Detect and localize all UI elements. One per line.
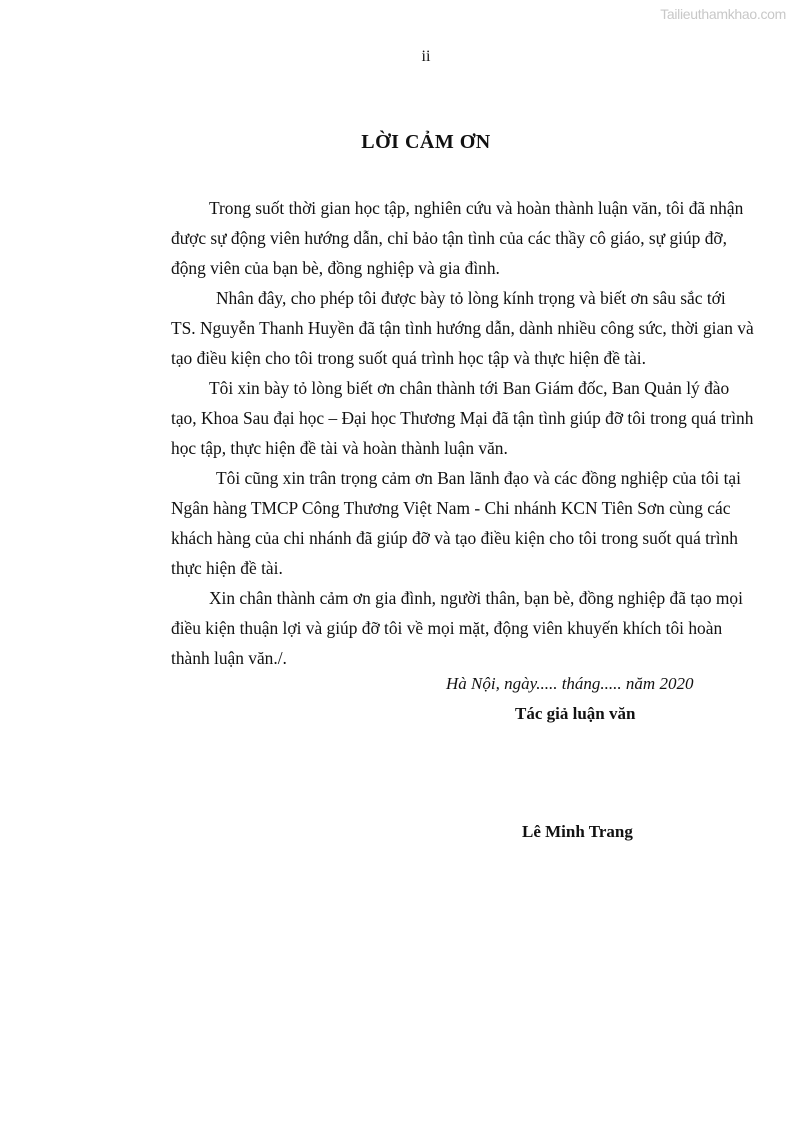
paragraph-line: tạo điều kiện cho tôi trong suốt quá trình học tập và thực hiện đề tài. bbox=[171, 348, 646, 368]
signature-place-date: Hà Nội, ngày..... tháng..... năm 2020 bbox=[446, 674, 694, 693]
paragraph-3 bbox=[133, 373, 754, 463]
page-title: LỜI CẢM ƠN bbox=[361, 131, 491, 153]
paragraph-line: Tôi cũng xin trân trọng cảm ơn Ban lãnh đạo và các đồng nghiệp của tôi tại bbox=[216, 468, 741, 488]
paragraph-line: điều kiện thuận lợi và giúp đỡ tôi về mọi mặt, động viên khuyến khích tôi hoàn bbox=[171, 618, 723, 638]
paragraph-line: khách hàng của chi nhánh đã giúp đỡ và tạo điều kiện cho tôi trong suốt quá trình bbox=[171, 528, 739, 548]
paragraph-4 bbox=[133, 463, 741, 583]
page-number: ii bbox=[421, 48, 431, 65]
paragraph-line: được sự động viên hướng dẫn, chỉ bảo tận tình của các thầy cô giáo, sự giúp đỡ, bbox=[171, 228, 727, 248]
signature-name: Lê Minh Trang bbox=[522, 822, 633, 841]
paragraph-line: Xin chân thành cảm ơn gia đình, người thân, bạn bè, đồng nghiệp đã tạo mọi bbox=[209, 588, 743, 608]
paragraph-line: thành luận văn./. bbox=[171, 648, 287, 668]
acknowledgement-body bbox=[133, 193, 754, 673]
signature-role: Tác giả luận văn bbox=[515, 704, 636, 723]
paragraph-line: Nhân đây, cho phép tôi được bày tỏ lòng kính trọng và biết ơn sâu sắc tới bbox=[216, 288, 726, 308]
paragraph-line: học tập, thực hiện đề tài và hoàn thành luận văn. bbox=[171, 438, 508, 458]
paragraph-line: thực hiện đề tài. bbox=[171, 558, 283, 578]
paragraph-line: Ngân hàng TMCP Công Thương Việt Nam - Chi nhánh KCN Tiên Sơn cùng các bbox=[171, 498, 731, 518]
paragraph-line: Trong suốt thời gian học tập, nghiên cứu và hoàn thành luận văn, tôi đã nhận bbox=[209, 198, 744, 218]
watermark-text: Tailieuthamkhao.com bbox=[660, 6, 786, 22]
paragraph-line: động viên của bạn bè, đồng nghiệp và gia đình. bbox=[171, 258, 500, 278]
paragraph-line: tạo, Khoa Sau đại học – Đại học Thương Mại đã tận tình giúp đỡ tôi trong quá trình bbox=[171, 408, 754, 428]
paragraph-line: Tôi xin bày tỏ lòng biết ơn chân thành tới Ban Giám đốc, Ban Quản lý đào bbox=[209, 378, 730, 398]
paragraph-1 bbox=[133, 193, 744, 283]
paragraph-line: TS. Nguyễn Thanh Huyền đã tận tình hướng dẫn, dành nhiều công sức, thời gian và bbox=[171, 318, 754, 338]
paragraph-2 bbox=[133, 283, 754, 373]
paragraph-5 bbox=[133, 583, 743, 673]
